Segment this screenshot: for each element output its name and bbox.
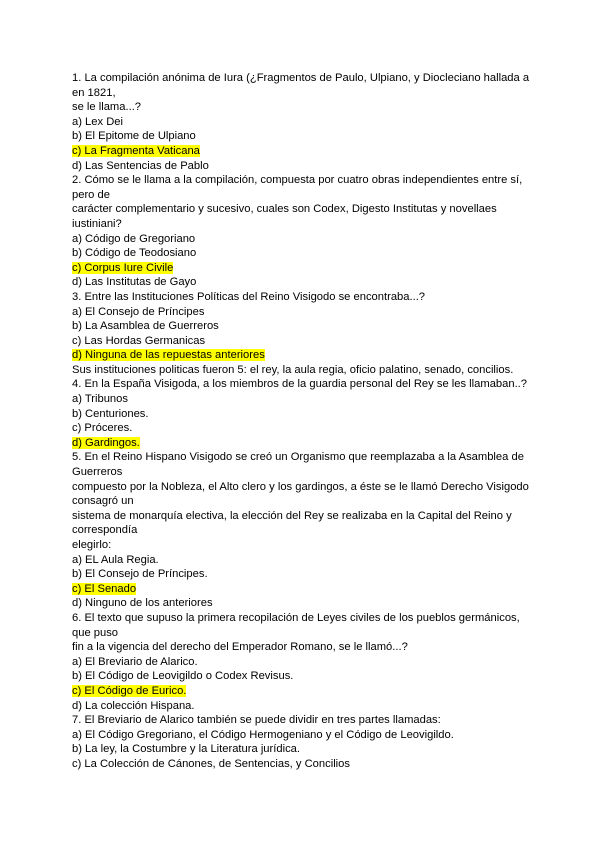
line-text: correspondía — [72, 524, 138, 537]
line-text: 7. El Breviario de Alarico también se puede dividir en tres partes llamadas: — [72, 714, 441, 727]
text-line — [72, 377, 532, 392]
text-line — [72, 421, 532, 436]
line-text: a) Tribunos — [72, 393, 128, 406]
line-text: iustiniani? — [72, 217, 122, 230]
line-text: d) La colección Hispana. — [72, 699, 195, 712]
text-line — [72, 188, 532, 203]
line-text: a) El Consejo de Príncipes — [72, 305, 205, 318]
highlighted-answer: c) Corpus Iure Civile — [72, 261, 174, 274]
line-text: c) Las Hordas Germanicas — [72, 334, 206, 347]
highlighted-answer: c) La Fragmenta Vaticana — [72, 144, 200, 157]
text-line — [72, 319, 532, 334]
line-text: 1. La compilación anónima de Iura (¿Fragmentos de Paulo, Ulpiano, y Diocleciano hallada a — [72, 72, 530, 84]
text-line — [72, 71, 532, 86]
line-text: b) Código de Teodosiano — [72, 247, 197, 260]
highlighted-answer: d) Gardingos. — [72, 436, 140, 449]
text-line — [72, 202, 532, 217]
line-text: b) La Asamblea de Guerreros — [72, 320, 219, 333]
text-line — [72, 626, 532, 641]
line-text: d) Las Institutas de Gayo — [72, 276, 197, 289]
text-line — [72, 144, 532, 159]
text-line — [72, 509, 532, 524]
text-line — [72, 684, 532, 699]
line-text: b) El Consejo de Príncipes. — [72, 568, 208, 581]
document-page — [72, 71, 532, 772]
line-text: Guerreros — [72, 466, 123, 479]
line-text: a) El Breviario de Alarico. — [72, 655, 198, 668]
line-text: b) El Código de Leovigildo o Codex Revisus. — [72, 670, 294, 683]
line-text: a) EL Aula Regia. — [72, 553, 159, 566]
text-line — [72, 582, 532, 597]
text-line — [72, 567, 532, 582]
highlighted-answer: c) El Código de Eurico. — [72, 684, 187, 697]
line-text: que puso — [72, 626, 119, 639]
text-line — [72, 450, 532, 465]
text-line — [72, 348, 532, 363]
highlighted-answer: c) El Senado — [72, 582, 137, 595]
line-text: pero de — [72, 188, 110, 201]
line-text: b) El Epitome de Ulpiano — [72, 130, 196, 143]
line-text: sistema de monarquía electiva, la elección del Rey se realizaba en la Capital del Reino y — [72, 509, 512, 522]
line-text: 5. En el Reino Hispano Visigodo se creó un Organismo que reemplazaba a la Asamblea de — [72, 451, 524, 464]
line-text: d) Ninguno de los anteriores — [72, 597, 213, 610]
line-text: elegirlo: — [72, 539, 112, 551]
text-line — [72, 100, 532, 115]
line-text: b) Centuriones. — [72, 407, 149, 420]
line-text: a) El Código Gregoriano, el Código Hermogeniano y el Código de Leovigildo. — [72, 728, 454, 741]
line-text: a) Lex Dei — [72, 115, 123, 128]
text-line — [72, 261, 532, 276]
text-line — [72, 640, 532, 655]
text-line — [72, 713, 532, 728]
text-line — [72, 173, 532, 188]
text-line — [72, 669, 532, 684]
text-line — [72, 480, 532, 495]
line-text: carácter complementario y sucesivo, cuales son Codex, Digesto Institutas y novellaes — [72, 203, 497, 216]
text-line — [72, 655, 532, 670]
text-line — [72, 465, 532, 480]
text-line — [72, 742, 532, 757]
line-text: a) Código de Gregoriano — [72, 232, 196, 245]
text-line — [72, 246, 532, 261]
line-text: 4. En la España Visigoda, a los miembros de la guardia personal del Rey se les llamaban..? — [72, 378, 528, 391]
text-line — [72, 699, 532, 714]
line-text: en 1821, — [72, 86, 116, 99]
line-text: se le llama...? — [72, 101, 142, 114]
line-text: 2. Cómo se le llama a la compilación, compuesta por cuatro obras independientes entre sí, — [72, 174, 523, 187]
line-text: Sus instituciones politicas fueron 5: el rey, la aula regia, oficio palatino, senado, concilios. — [72, 363, 514, 376]
text-line — [72, 115, 532, 130]
text-line — [72, 159, 532, 174]
text-line — [72, 392, 532, 407]
text-line — [72, 407, 532, 422]
text-line — [72, 728, 532, 743]
text-line — [72, 436, 532, 451]
text-line — [72, 363, 532, 378]
text-line — [72, 553, 532, 568]
text-line — [72, 275, 532, 290]
line-text: c) La Colección de Cánones, de Sentencias, y Concilios — [72, 757, 350, 770]
text-line — [72, 523, 532, 538]
text-line — [72, 232, 532, 247]
text-line — [72, 290, 532, 305]
line-text: 6. El texto que supuso la primera recopilación de Leyes civiles de los pueblos germánicos, — [72, 611, 520, 624]
text-line — [72, 334, 532, 349]
text-line — [72, 217, 532, 232]
line-text: fin a la vigencia del derecho del Emperador Romano, se le llamó...? — [72, 641, 408, 654]
text-line — [72, 86, 532, 101]
line-text: consagró un — [72, 495, 134, 508]
text-line — [72, 757, 532, 772]
line-text: compuesto por la Nobleza, el Alto clero y los gardingos, a éste se le llamó Derecho Visigodo — [72, 480, 529, 493]
text-line — [72, 538, 532, 553]
text-line — [72, 596, 532, 611]
highlighted-answer: d) Ninguna de las repuestas anteriores — [72, 349, 265, 362]
text-line — [72, 129, 532, 144]
text-line — [72, 611, 532, 626]
text-line — [72, 494, 532, 509]
line-text: d) Las Sentencias de Pablo — [72, 159, 209, 172]
text-line — [72, 305, 532, 320]
line-text: c) Próceres. — [72, 422, 133, 435]
line-text: 3. Entre las Instituciones Políticas del Reino Visigodo se encontraba...? — [72, 290, 426, 303]
line-text: b) La ley, la Costumbre y la Literatura jurídica. — [72, 743, 300, 756]
